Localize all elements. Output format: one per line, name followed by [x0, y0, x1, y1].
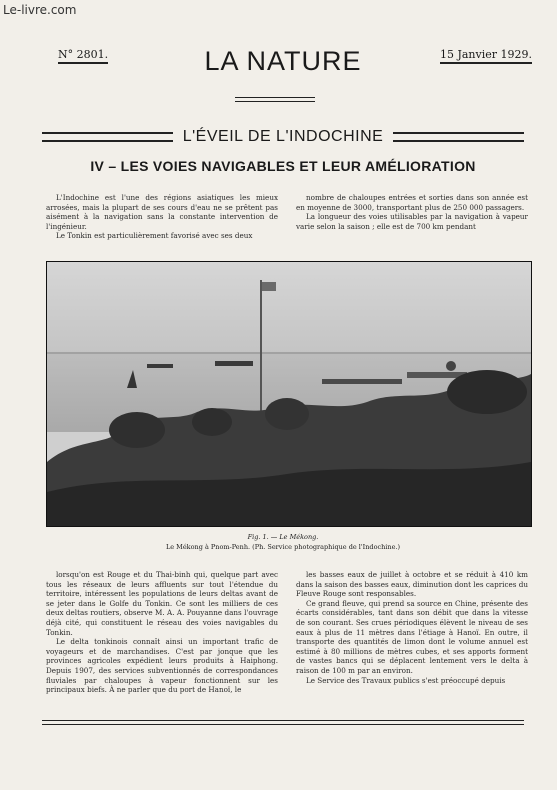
- issue-number: N° 2801.: [58, 48, 108, 64]
- text-column-top-left: [46, 193, 278, 241]
- harbor-photo-drawing: [47, 262, 531, 526]
- harbor-photograph: [46, 261, 532, 527]
- article-title-row: [42, 128, 524, 146]
- text-column-top-right: [296, 193, 528, 231]
- paragraph: La longueur des voies utilisables par la navigation à vapeur varie selon la saison ; elle est de 700 km pendant: [296, 212, 528, 231]
- paragraph: nombre de chaloupes entrées et sorties dans son année est en moyenne de 3000, transportant plus de 250 000 passagers.: [296, 193, 528, 212]
- paragraph: les basses eaux de juillet à octobre et se réduit à 410 km dans la saison des basses eaux, diminution dont les caprices du Fleuve Rouge sont responsables.: [296, 570, 528, 599]
- title-left-rule: [42, 132, 173, 142]
- paragraph: Le Tonkin est particulièrement favorisé avec ses deux: [56, 231, 253, 241]
- title-right-rule: [393, 132, 524, 142]
- text-column-bottom-right: [296, 570, 528, 685]
- paragraph: Le Service des Travaux publics s'est préoccupé depuis: [306, 675, 506, 685]
- masthead: LA NATURE: [204, 46, 362, 76]
- paragraph: L'Indochine est l'une des régions asiatiques les mieux arrosées, mais la plupart de ses cours d'eau ne se prêtent pas aisément à la navigation sans la constante intervention de l'ingénieur.: [46, 193, 278, 231]
- watermark: Le-livre.com: [3, 3, 77, 17]
- article-title: L'ÉVEIL DE L'INDOCHINE: [182, 128, 384, 145]
- paragraph: Le delta tonkinois connaît ainsi un important trafic de voyageurs et de marchandises. C'est par jonque que les provinces agricoles expédient leurs produits à Haiphong. Depuis 1907, des services subventionnés de correspondances fluviales par chaloupes à vapeur fonctionnent sur les principaux biefs. À ne parler que du port de Hanoï, le: [46, 637, 278, 695]
- footer-rule: [42, 720, 524, 725]
- article-subtitle: IV – LES VOIES NAVIGABLES ET LEUR AMÉLIORATION: [90, 158, 476, 174]
- magazine-page: [28, 30, 538, 770]
- issue-date: 15 Janvier 1929.: [440, 48, 532, 64]
- paragraph: lorsqu'on est Rouge et du Thai-binh qui, quelque part avec tous les réseaux de leurs affluents sur tout l'étendue du territoire, intéressent les populations de leurs deltas avant de se jeter dans le Golfe du Tonkin. Ce sont les milliers de ces deux deltas routiers, observe M. A. A. Pouyanne dans l'ouvrage déjà cité, qui constituent le réseau des voies navigables du Tonkin.: [46, 570, 278, 637]
- figure-caption-title: Fig. 1. — Le Mékong.: [247, 533, 319, 541]
- text-column-bottom-left: [46, 570, 278, 695]
- paragraph: Ce grand fleuve, qui prend sa source en Chine, présente des écarts considérables, tant dans son débit que dans la vitesse de son courant. Ses crues périodiques élèvent le niveau de ses eaux à plus de 11 mètres dans l'étiage à Hanoï. En outre, il transporte des quantités de limon dont le volume annuel est estimé à 80 millions de mètres cubes, et ses apports forment de vastes bancs qui se déplacent lentement vers le delta à raison de 100 m par an environ.: [296, 598, 528, 675]
- figure-caption-text: Le Mékong à Pnom-Penh. (Ph. Service photographique de l'Indochine.): [165, 543, 401, 551]
- masthead-rule: [235, 97, 315, 102]
